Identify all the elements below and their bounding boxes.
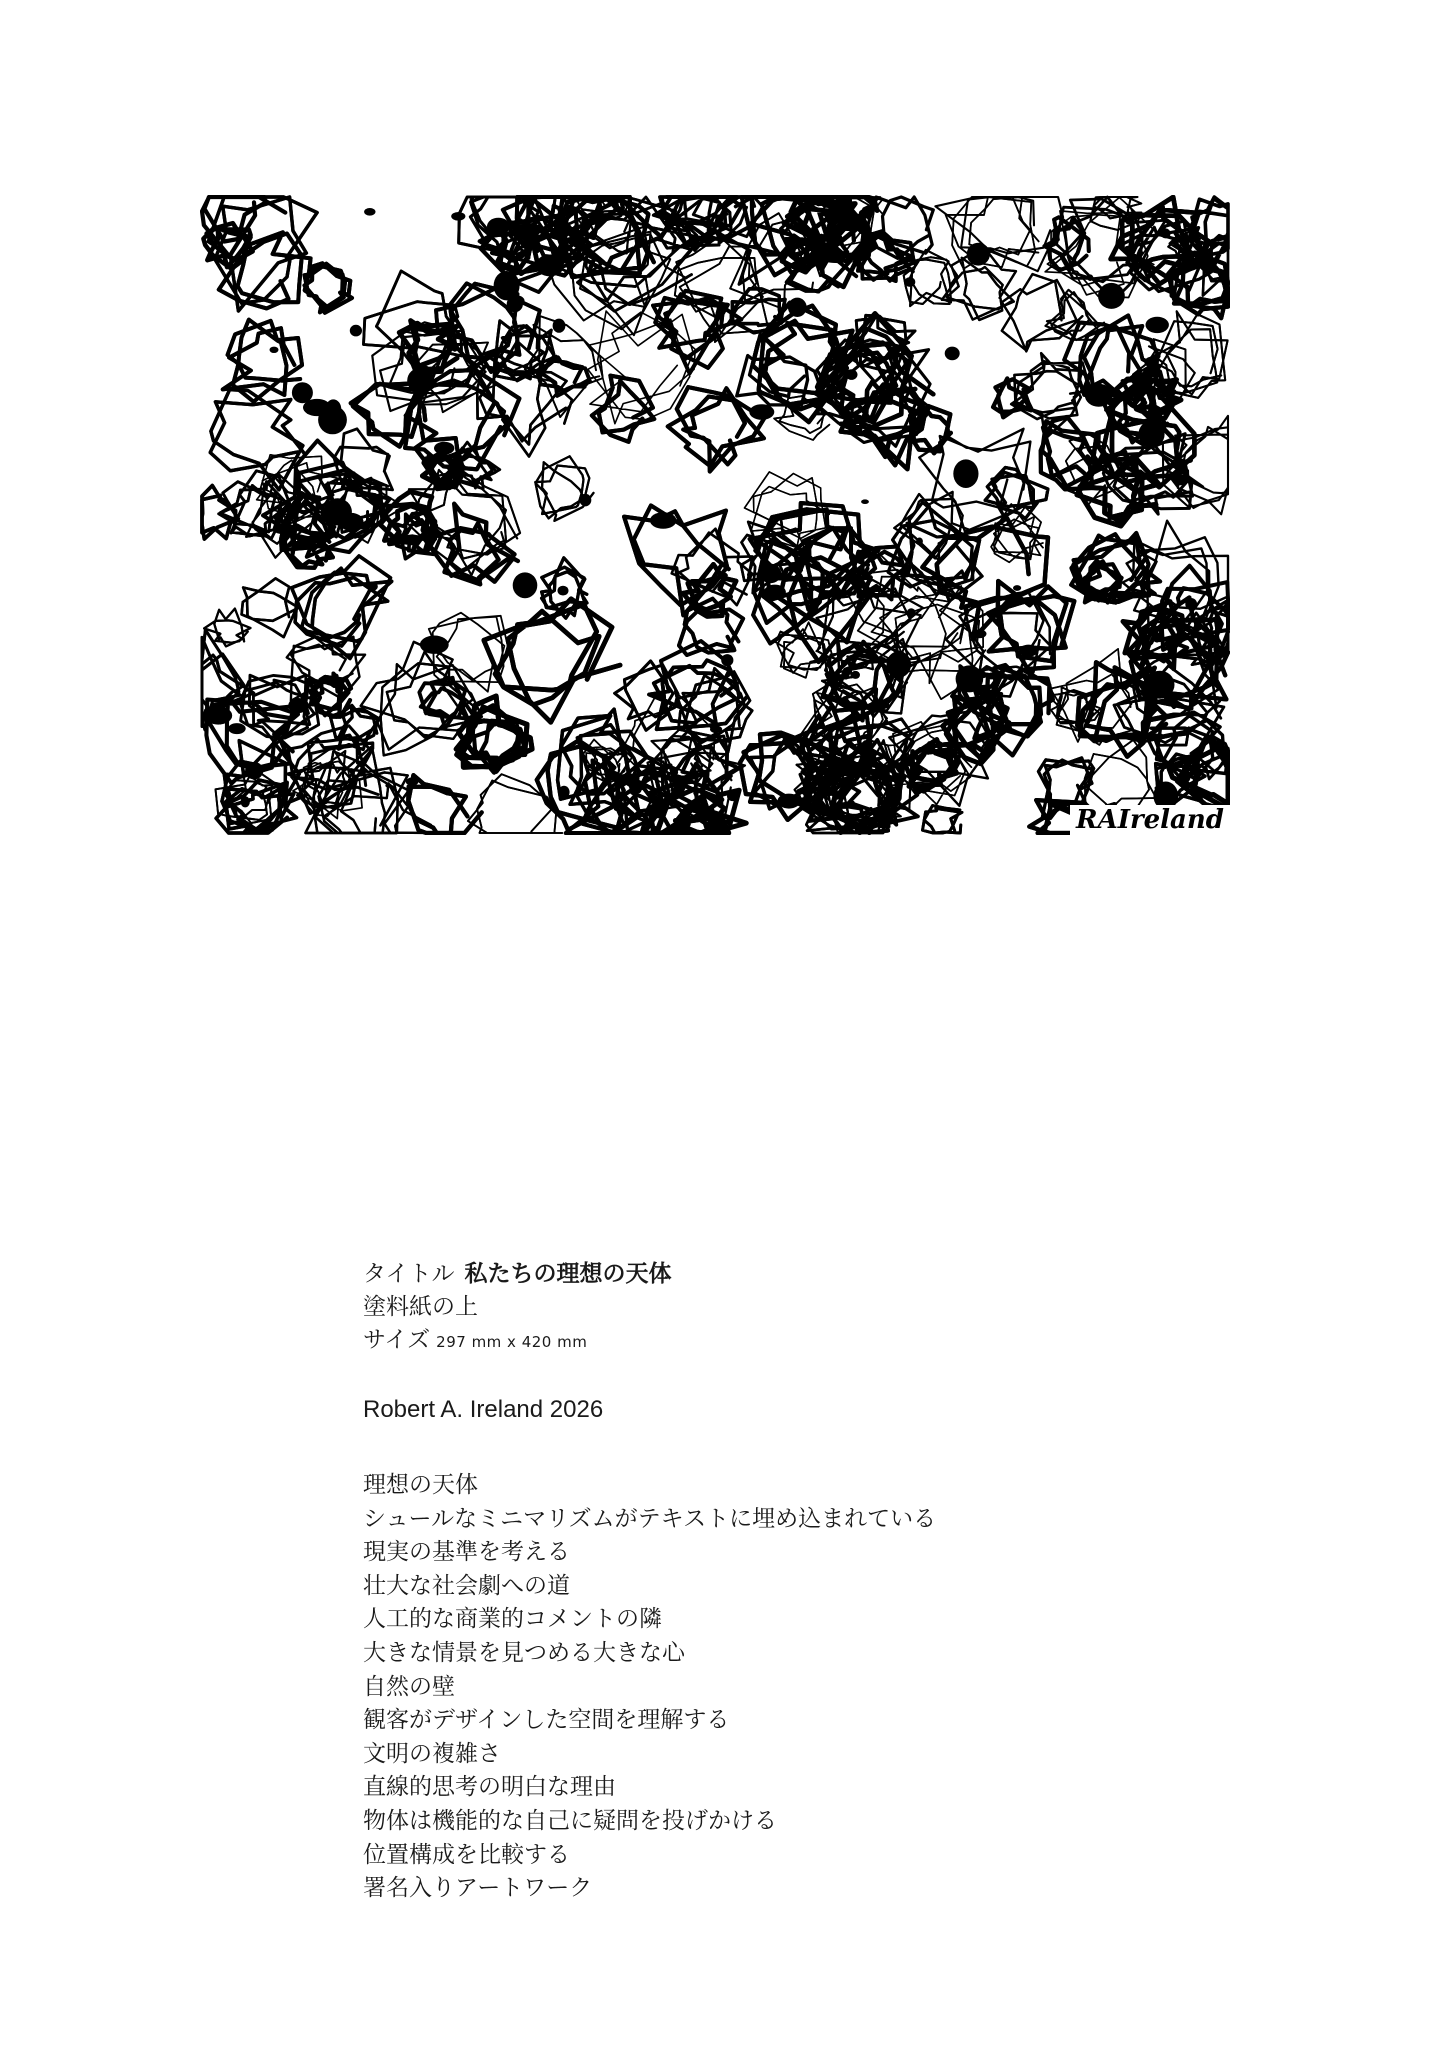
ink-blot [1098,283,1125,309]
ink-blot [406,778,419,786]
ink-blot [1185,598,1197,610]
ink-blot [558,586,569,596]
ink-blot [245,762,263,779]
ink-scribble [408,775,482,833]
artwork-title: 私たちの理想の天体 [464,1261,672,1287]
ink-blot [721,654,733,666]
poem-line: 直線的思考の明白な理由 [363,1774,616,1801]
ink-blot [916,538,923,546]
ink-scribble [305,263,353,313]
medium-line: 塗料紙の上 [363,1294,478,1320]
poem-line: 物体は機能的な自己に疑問を投げかける [363,1807,777,1834]
ink-scribble [484,599,620,723]
ink-blot [749,404,774,420]
ink-blot [1144,357,1159,368]
ink-blot [580,494,592,507]
ink-blot [536,255,564,277]
ink-scribble [923,806,963,834]
ink-blot [292,382,313,403]
size-label: サイズ [363,1327,431,1353]
poem-line: 壮大な社会劇への道 [363,1572,570,1599]
artwork-caption [363,1258,1263,1906]
poem-line: 人工的な商業的コメントの隣 [363,1606,662,1633]
poem-line: 自然の壁 [363,1673,455,1700]
ink-blot [241,796,250,807]
ink-blot [494,271,520,300]
size-value: 297 mm x 420 mm [436,1333,588,1351]
ink-blot [1019,645,1038,657]
ink-scribble [668,387,764,471]
poem-line: 位置構成を比較する [363,1841,570,1868]
ink-blot [764,585,786,600]
ink-blot [945,347,960,361]
abstract-ink-artwork [200,195,1230,835]
ink-blot [228,723,246,734]
ink-blot [861,499,869,504]
ink-blot [1153,633,1162,643]
ink-blot [953,459,978,488]
poem-line: 現実の基準を考える [363,1539,570,1566]
ink-blot [1146,317,1169,333]
ink-blot [907,608,916,617]
ink-blot [513,572,538,598]
ink-blot [777,794,800,809]
ink-blot [451,212,465,221]
ink-blot [1179,770,1191,784]
ink-blot [558,786,569,799]
size-line [363,1324,1263,1359]
ink-blot [1172,474,1188,485]
ink-blot [487,218,510,235]
ink-scribble [422,453,462,489]
ink-blot [1145,671,1174,699]
author-credit: Robert A. Ireland 2026 [363,1396,604,1423]
ink-blot [204,706,232,724]
ink-scribble [851,547,910,600]
ink-blot [650,512,677,529]
poem-line: 理想の天体 [363,1472,478,1498]
ink-scribble [210,390,305,490]
ink-blot [385,783,391,788]
ink-blot [1138,421,1164,448]
ink-blot [760,564,782,583]
ink-blot [956,665,984,692]
ink-blot [905,277,916,287]
ink-blot [727,792,739,802]
poem-line: 署名入りアートワーク [363,1875,593,1902]
poem-line: 大きな情景を見つめる大きな心 [363,1639,685,1666]
ink-blot [851,671,860,679]
ink-blot [972,629,987,638]
ink-blot [1087,274,1093,281]
ink-blot [270,347,279,353]
ink-blot [420,636,449,654]
ink-blot [407,368,434,394]
poem-line: シュールなミニマリズムがテキストに埋め込まれている [363,1505,937,1532]
ink-blot [1013,585,1021,591]
poem-line: 文明の複雑さ [363,1740,501,1767]
scribble-drawing [200,195,1230,835]
title-label: タイトル [363,1261,455,1287]
title-line [363,1258,1263,1291]
ink-blot [367,582,378,591]
ink-blot [710,726,722,734]
ink-blot [846,369,858,380]
ink-blot [325,399,341,418]
ink-blot [1160,228,1170,238]
ink-blot [350,325,362,337]
ink-blot [967,243,990,266]
poem [363,1469,1263,1906]
ink-blot [553,319,566,333]
ink-scribble [535,456,593,521]
poem-line: 観客がデザインした空間を理解する [363,1707,730,1734]
ink-blot [364,208,375,216]
ink-blot [288,698,308,713]
ink-blot [339,513,364,531]
ink-blot [434,442,454,455]
ink-blot [1085,384,1113,407]
ink-scribble [292,556,392,659]
ink-blot [1048,464,1054,470]
ink-scribble [935,197,1063,271]
ink-blot [887,651,912,677]
ink-blot [788,298,807,317]
artist-signature: RAIreland [1070,805,1230,835]
